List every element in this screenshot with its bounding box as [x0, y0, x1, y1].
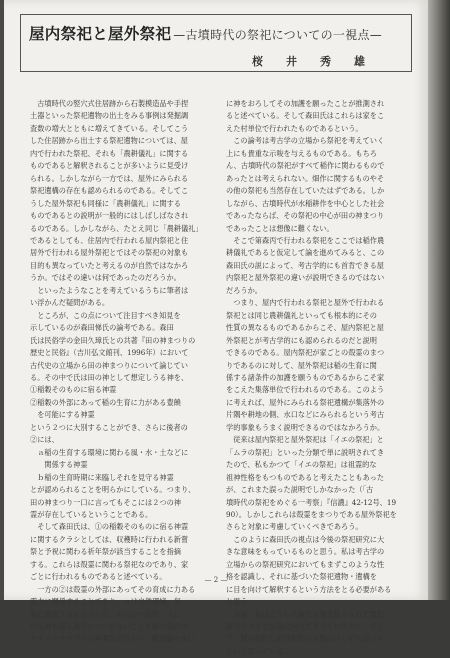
next-page-edge — [425, 0, 450, 600]
text-line: 立場からの祭祀研究においてもまずこのような性 — [226, 559, 385, 569]
text-line: 目的も異なっていたと考えるのが自然ではなかろ — [30, 260, 189, 270]
text-line: 祭と予祝に関わる祈年祭が該当することを指摘 — [30, 547, 181, 557]
text-line: この論考は考古学の立場から祭祀を考えていく — [226, 136, 385, 146]
text-line: ごとに行われるものであると述べている。 — [30, 572, 167, 582]
text-line: 上にも貴重な示唆を与えるものである。もちろ — [226, 148, 377, 158]
text-line: 古墳時代の竪穴式住居跡から石製模造品や手捏 — [30, 99, 189, 108]
text-line: たいと思っている。 — [226, 646, 291, 656]
text-line: 古代史の立場から田の神まつりについて論じてい — [30, 360, 188, 370]
text-line: 研究の大きな前進に向けて考えていきたい。そし — [226, 622, 385, 632]
text-line: に神をおろしてその加護を願ったことが推測され — [226, 99, 385, 108]
text-line: しながら、古墳時代が水稲耕作を中心とした社会 — [226, 198, 385, 208]
text-line: ん、古墳時代の祭祀がすべて稲作に関わるもので — [226, 161, 385, 171]
text-line: 学的事象もうまく説明できるのではなかろうか。 — [226, 422, 385, 432]
text-line: 従来は屋内祭祀と屋外祭祀は「イエの祭祀」と — [226, 435, 384, 445]
left-column — [30, 98, 210, 644]
text-line: い浮かんだ疑問がある。 — [30, 298, 110, 308]
article-subtitle: —古墳時代の祭祀についての一視点— — [173, 28, 383, 42]
text-line: 90）。しかしこれらは殻霊をまつりである屋外祭祀を — [226, 509, 397, 519]
text-line: した住居跡から出土する祭祀遺物については、屋 — [30, 136, 188, 146]
author-name: 桜 井 秀 雄 — [252, 55, 371, 68]
text-line: 森田氏の説によって、考古学的にも首肯できる屋 — [226, 260, 384, 270]
text-line: たので、私もかつて「イエの祭祀」は祖霊的な — [226, 460, 377, 470]
text-line: このように森田氏の視点は今後の祭祀研究に大 — [226, 534, 385, 544]
text-line: 査数の増大とともに増えてきている。そしてこう — [30, 123, 189, 133]
text-line: きな意味をもっているものと思う。私は考古学の — [226, 547, 385, 557]
text-line: であったことは想像に難くない。 — [226, 223, 334, 233]
text-line: 性質の異なるものであるからこそ、屋内祭祀と屋 — [226, 323, 384, 333]
text-line: さらと対象に考慮していくべきであろう。 — [226, 522, 363, 532]
text-line: に考えれば、屋外にみられる祭祀遺構が集落外の — [226, 397, 385, 407]
text-line: をこえた集落単位で行われるのである。このよう — [226, 385, 385, 395]
text-line: という２つに大別することができ、さらに後者の — [30, 422, 188, 432]
text-line: 象に関係するものとして、ｂは山や高所・天に — [30, 609, 181, 619]
text-line: て、屋内祭祀と屋外祭祀の実態に少しでも近づき — [226, 634, 384, 644]
text-line: に目を向けて解釈するという方法をとる必要がある — [226, 584, 392, 594]
text-line: うした屋外祭祀も同様に「農耕儀礼」に関する — [30, 198, 181, 208]
text-line: 氏は民俗学の金田久璋氏との共著『田の神まつりの — [30, 335, 196, 345]
text-line: ａ稲の生育する環境に関わる風・水・土などに — [30, 447, 189, 457]
text-line: そこで第森丙で行われる祭祀をここでは稲作農 — [226, 235, 385, 245]
text-line: が、これまた誤った説明でしかなかった（「古 — [226, 485, 374, 495]
text-line: 一方の②は殻霊の外部にあってその育成に力ある — [30, 584, 196, 594]
document-page — [4, 0, 428, 656]
text-line: うか。ではその違いは何であったのだろうか。 — [30, 273, 181, 283]
text-line: ①稲穀そのものに宿る神霊 — [30, 385, 117, 395]
text-line: られる。しかしながら一方では、屋外にみられる — [30, 173, 189, 183]
text-line: いる神を迎え農作につつがないことを願う現在の — [30, 622, 188, 632]
text-line: を可能にする神霊 — [30, 410, 95, 420]
text-line: えた村単位で行われたものであるという。 — [226, 123, 363, 133]
text-line: 係する諸条件の加護を願うものであるからこそ家 — [226, 372, 385, 382]
text-line: るのである。しかしながら、たとえ同じ「農耕儀礼」 — [30, 223, 203, 233]
text-line: りであるのに対して、屋外祭祀は稲の生育に関 — [226, 360, 377, 370]
text-line: 霊が存在しているということである。 — [30, 509, 153, 519]
text-line: ものであると解釈されることが多いように見受け — [30, 161, 189, 171]
text-line: 「ムラの祭祀」といった分類で単に説明されてき — [226, 447, 385, 457]
text-line: ところが、この点について注目すべき知見を — [30, 310, 181, 320]
text-line: 田の神まつり一口に言ってもそこには２つの神 — [30, 497, 181, 507]
text-line: とが認められることを明らかにしている。つまり、 — [30, 485, 196, 495]
text-line: 耕儀礼であると仮定して論を進めてみると、この — [226, 248, 385, 258]
page-number: — 2 — — [204, 576, 228, 584]
text-line: 祭祀とは同じ農耕儀礼といっても根本的にその — [226, 310, 377, 320]
text-line: であったならば、その祭祀の中心が田の神まつり — [226, 211, 385, 221]
text-line: つまり、屋内で行われる祭祀と屋外で行われる — [226, 298, 385, 308]
text-line: の他の祭祀も当然存在していたはずである。しか — [226, 186, 385, 196]
text-line: 外祭祀とが考古学的にも認められるのだと説明 — [226, 335, 377, 345]
article-title — [29, 22, 382, 44]
text-line: 今後、私はこうした研究成果を取り入れて祭祀 — [226, 609, 385, 619]
text-line: できるのである。屋内祭祀が家ごとの殻霊のまつ — [226, 348, 385, 358]
text-line: 墳時代の祭祀をめぐる一考察」『信濃』42-12号、19 — [226, 497, 397, 507]
text-line: であるとしても、住居内で行われる屋内祭祀と住 — [30, 235, 189, 245]
text-line: 歴史と民俗』（吉川弘文館刊、1996年）において — [30, 348, 189, 358]
text-line: ものであるとの説明が一般的にはしばしばなされ — [30, 211, 189, 221]
text-line: だろうか。 — [226, 285, 262, 295]
text-line: 示しているのが森田悌氏の論考である。森田 — [30, 323, 174, 333]
text-line: 祖神性格をもつものであると考えたこともあった — [226, 472, 385, 482]
text-line: 居外で行われる屋外祭祀とではその祭祀の対象も — [30, 248, 189, 258]
text-line: そして森田氏は、①の稲穀そのものに宿る神霊 — [30, 522, 189, 532]
text-line: 関係する神霊 — [30, 460, 88, 470]
text-line: といったようなことを考えているうちに筆者は — [30, 285, 189, 295]
text-line: 祭祀遺構の存在も認められるのである。そしてこ — [30, 186, 189, 196]
right-column — [226, 98, 414, 656]
text-line: 土器といった祭祀遺物の出土をみる事例は発掘調 — [30, 111, 189, 121]
text-line: サオリやサナブリの神事などがあり、耕地脇や水口 — [30, 634, 195, 644]
text-line: ｂ稲の生育時期に来臨しそれを見守る神霊 — [30, 472, 174, 482]
text-line: 霊力に関係することであり、ａは自然環境、気 — [30, 597, 181, 607]
text-line: と思う。 — [226, 597, 255, 607]
text-line: 内で行われた祭祀、それも「農耕儀礼」に関する — [30, 148, 189, 158]
text-line: する。これらは殻霊に関わる祭祀なのであり、家 — [30, 559, 189, 569]
article-title-main: 屋内祭祀と屋外祭祀 — [29, 25, 172, 43]
text-line: 内祭祀と屋外祭祀の違いが説明できるのではない — [226, 273, 385, 283]
text-line: に関するクラシとしては、収穫時に行われる新嘗 — [30, 534, 189, 544]
text-line: あったとは考えられない。畑作に関するものやそ — [226, 173, 385, 183]
title-box — [20, 14, 412, 72]
text-line: る。その中で氏は田の神として想定しうる神を、 — [30, 372, 189, 382]
text-line: ②稲穀の外部にあって稲の生育に力がある豊饒 — [30, 397, 181, 407]
text-line: 片隅や耕地の側、水口などにみられるという考古 — [226, 410, 385, 420]
text-line: 格を認識し、それに基づいた祭祀遺物・遺構を — [226, 572, 377, 582]
text-line: ると述べている。そして森田氏はこれらは家をこ — [226, 111, 385, 121]
text-line: ②には、 — [30, 435, 59, 445]
